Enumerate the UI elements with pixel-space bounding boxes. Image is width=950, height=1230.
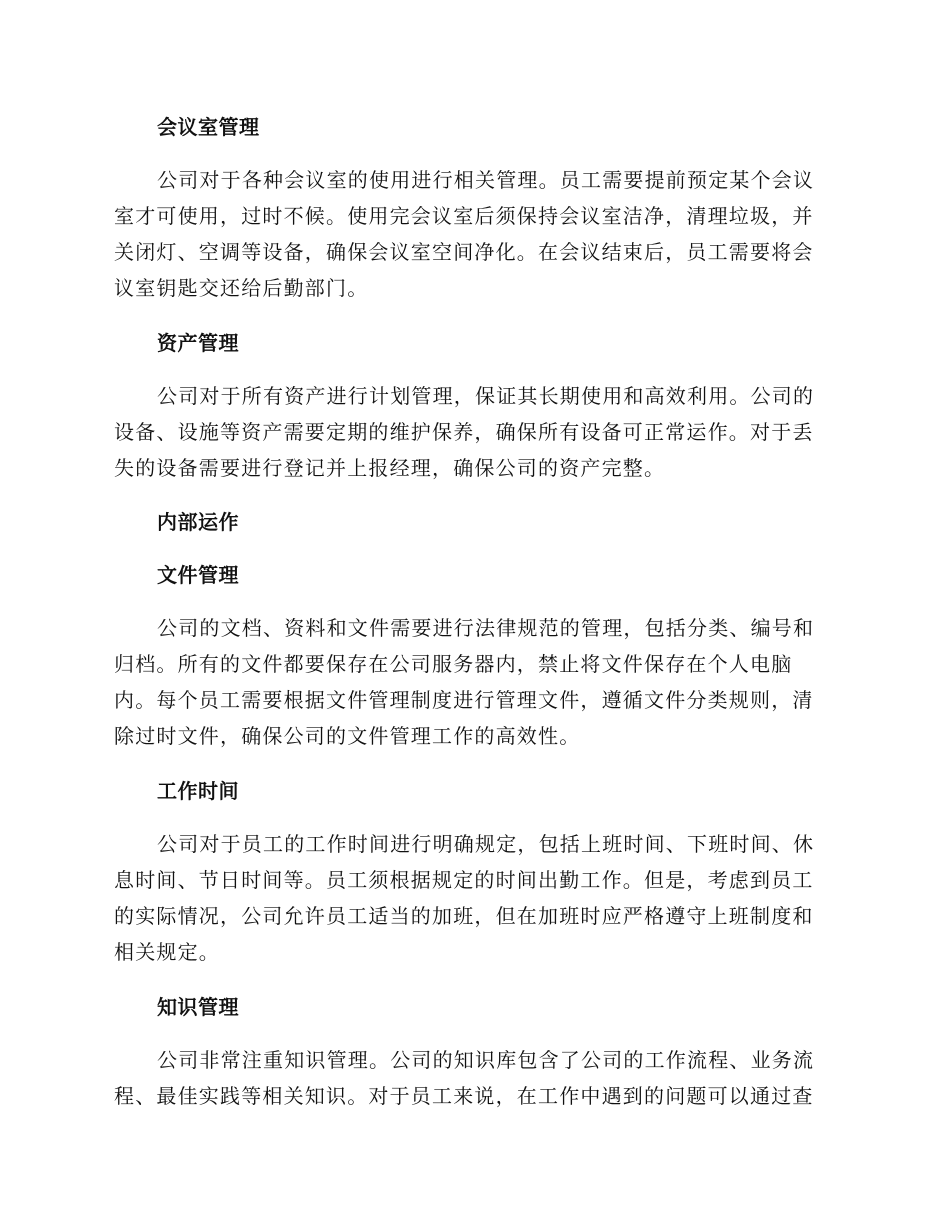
paragraph-line: 相关规定。 — [114, 940, 220, 964]
paragraph-line: 公司对于所有资产进行计划管理，保证其长期使用和高效利用。公司的 — [157, 384, 815, 408]
paragraph-line: 息时间、节日时间等。员工须根据规定的时间出勤工作。但是，考虑到员工 — [114, 868, 814, 892]
paragraph-line: 内。每个员工需要根据文件管理制度进行管理文件，遵循文件分类规则，清 — [114, 688, 814, 712]
section-heading-asset-management: 资产管理 — [157, 331, 239, 355]
paragraph-line: 关闭灯、空调等设备，确保会议室空间净化。在会议结束后，员工需要将会 — [114, 240, 814, 264]
paragraph-line: 程、最佳实践等相关知识。对于员工来说，在工作中遇到的问题可以通过查 — [114, 1084, 814, 1108]
section-heading-meeting-room: 会议室管理 — [157, 115, 260, 139]
paragraph-line: 议室钥匙交还给后勤部门。 — [114, 276, 369, 300]
paragraph-line: 失的设备需要进行登记并上报经理，确保公司的资产完整。 — [114, 456, 666, 480]
paragraph-line: 设备、设施等资产需要定期的维护保养，确保所有设备可正常运作。对于丢 — [114, 420, 814, 444]
paragraph-line: 公司对于员工的工作时间进行明确规定，包括上班时间、下班时间、休 — [157, 832, 815, 856]
section-heading-working-hours: 工作时间 — [157, 779, 239, 803]
paragraph-line: 公司非常注重知识管理。公司的知识库包含了公司的工作流程、业务流 — [157, 1048, 815, 1072]
paragraph-line: 公司对于各种会议室的使用进行相关管理。员工需要提前预定某个会议 — [157, 168, 815, 192]
paragraph-line: 公司的文档、资料和文件需要进行法律规范的管理，包括分类、编号和 — [157, 616, 815, 640]
section-heading-knowledge-management: 知识管理 — [157, 995, 239, 1019]
section-heading-file-management: 文件管理 — [157, 563, 239, 587]
paragraph-line: 室才可使用，过时不候。使用完会议室后须保持会议室洁净，清理垃圾，并 — [114, 204, 814, 228]
paragraph-line: 归档。所有的文件都要保存在公司服务器内，禁止将文件保存在个人电脑 — [114, 652, 793, 676]
paragraph-line: 除过时文件，确保公司的文件管理工作的高效性。 — [114, 724, 581, 748]
section-heading-internal-operations: 内部运作 — [157, 510, 239, 534]
paragraph-line: 的实际情况，公司允许员工适当的加班，但在加班时应严格遵守上班制度和 — [114, 904, 814, 928]
